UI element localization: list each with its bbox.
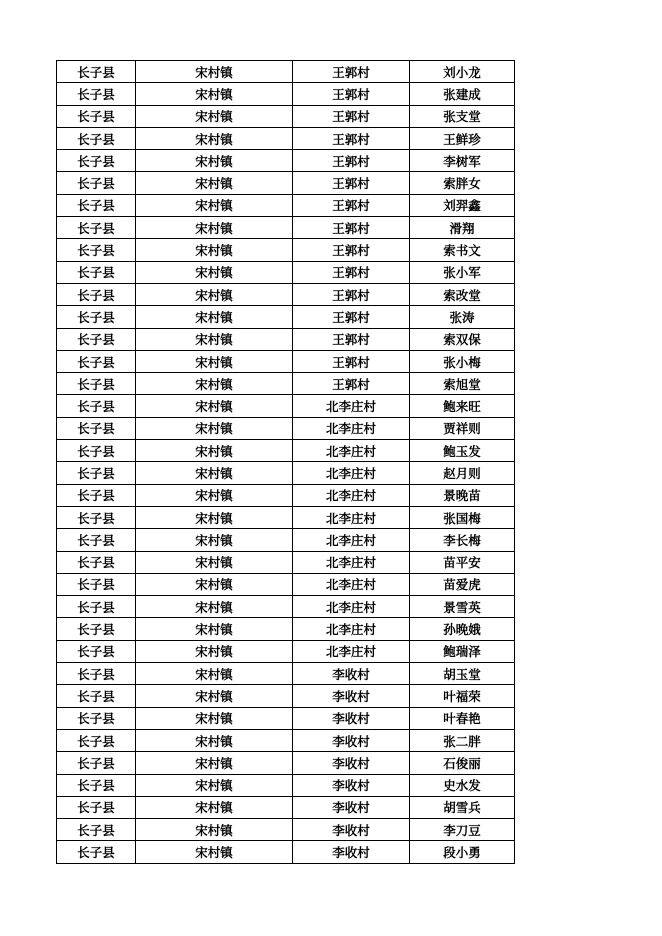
table-row — [57, 841, 515, 863]
table-row — [57, 685, 515, 707]
table-row — [57, 395, 515, 417]
county-cell: 长子县 — [57, 618, 136, 640]
town-cell: 宋村镇 — [136, 417, 293, 439]
village-cell: 李收村 — [293, 663, 410, 685]
county-cell: 长子县 — [57, 462, 136, 484]
table-row — [57, 261, 515, 283]
village-cell: 王郭村 — [293, 283, 410, 305]
county-cell: 长子县 — [57, 306, 136, 328]
village-cell: 北李庄村 — [293, 573, 410, 595]
table-row — [57, 417, 515, 439]
person-name-cell: 叶春艳 — [410, 707, 515, 729]
village-cell: 北李庄村 — [293, 484, 410, 506]
village-cell: 北李庄村 — [293, 417, 410, 439]
table-row — [57, 373, 515, 395]
county-cell: 长子县 — [57, 796, 136, 818]
village-cell: 王郭村 — [293, 239, 410, 261]
town-cell: 宋村镇 — [136, 194, 293, 216]
county-cell: 长子县 — [57, 194, 136, 216]
county-cell: 长子县 — [57, 819, 136, 841]
village-cell: 王郭村 — [293, 127, 410, 149]
table-row — [57, 596, 515, 618]
person-name-cell: 叶福荣 — [410, 685, 515, 707]
table-row — [57, 663, 515, 685]
county-cell: 长子县 — [57, 529, 136, 551]
town-cell: 宋村镇 — [136, 819, 293, 841]
town-cell: 宋村镇 — [136, 663, 293, 685]
county-cell: 长子县 — [57, 239, 136, 261]
village-cell: 李收村 — [293, 685, 410, 707]
person-name-cell: 李长梅 — [410, 529, 515, 551]
town-cell: 宋村镇 — [136, 685, 293, 707]
town-cell: 宋村镇 — [136, 484, 293, 506]
county-cell: 长子县 — [57, 752, 136, 774]
table-row — [57, 529, 515, 551]
person-name-cell: 刘羿鑫 — [410, 194, 515, 216]
table-row — [57, 239, 515, 261]
county-cell: 长子县 — [57, 484, 136, 506]
person-name-cell: 索书文 — [410, 239, 515, 261]
town-cell: 宋村镇 — [136, 774, 293, 796]
table-row — [57, 729, 515, 751]
county-cell: 长子县 — [57, 506, 136, 528]
county-cell: 长子县 — [57, 150, 136, 172]
village-cell: 王郭村 — [293, 217, 410, 239]
village-cell: 王郭村 — [293, 194, 410, 216]
table-row — [57, 640, 515, 662]
village-cell: 李收村 — [293, 752, 410, 774]
town-cell: 宋村镇 — [136, 551, 293, 573]
county-cell: 长子县 — [57, 685, 136, 707]
village-cell: 李收村 — [293, 841, 410, 863]
table-row — [57, 172, 515, 194]
town-cell: 宋村镇 — [136, 618, 293, 640]
person-name-cell: 胡雪兵 — [410, 796, 515, 818]
person-name-cell: 史水发 — [410, 774, 515, 796]
table-row — [57, 462, 515, 484]
village-cell: 王郭村 — [293, 61, 410, 83]
person-name-cell: 索旭堂 — [410, 373, 515, 395]
village-cell: 王郭村 — [293, 83, 410, 105]
county-cell: 长子县 — [57, 127, 136, 149]
county-cell: 长子县 — [57, 217, 136, 239]
table-row — [57, 774, 515, 796]
person-name-cell: 石俊丽 — [410, 752, 515, 774]
town-cell: 宋村镇 — [136, 172, 293, 194]
table-row — [57, 83, 515, 105]
table-row — [57, 484, 515, 506]
village-cell: 北李庄村 — [293, 440, 410, 462]
village-cell: 王郭村 — [293, 150, 410, 172]
person-name-cell: 胡玉堂 — [410, 663, 515, 685]
village-cell: 王郭村 — [293, 328, 410, 350]
person-name-cell: 索双保 — [410, 328, 515, 350]
table-row — [57, 573, 515, 595]
table-row — [57, 217, 515, 239]
person-name-cell: 景雪英 — [410, 596, 515, 618]
village-cell: 王郭村 — [293, 306, 410, 328]
county-cell: 长子县 — [57, 395, 136, 417]
county-cell: 长子县 — [57, 707, 136, 729]
town-cell: 宋村镇 — [136, 841, 293, 863]
county-cell: 长子县 — [57, 61, 136, 83]
town-cell: 宋村镇 — [136, 729, 293, 751]
person-name-cell: 张小梅 — [410, 350, 515, 372]
town-cell: 宋村镇 — [136, 217, 293, 239]
town-cell: 宋村镇 — [136, 283, 293, 305]
county-cell: 长子县 — [57, 417, 136, 439]
town-cell: 宋村镇 — [136, 306, 293, 328]
county-cell: 长子县 — [57, 596, 136, 618]
county-cell: 长子县 — [57, 841, 136, 863]
village-cell: 北李庄村 — [293, 529, 410, 551]
person-name-cell: 索改堂 — [410, 283, 515, 305]
person-name-cell: 张涛 — [410, 306, 515, 328]
village-cell: 李收村 — [293, 729, 410, 751]
person-name-cell: 鲍瑞泽 — [410, 640, 515, 662]
town-cell: 宋村镇 — [136, 707, 293, 729]
village-cell: 王郭村 — [293, 172, 410, 194]
town-cell: 宋村镇 — [136, 105, 293, 127]
village-cell: 北李庄村 — [293, 551, 410, 573]
table-row — [57, 796, 515, 818]
person-name-cell: 王鲜珍 — [410, 127, 515, 149]
table-row — [57, 150, 515, 172]
table-row — [57, 440, 515, 462]
town-cell: 宋村镇 — [136, 61, 293, 83]
table-row — [57, 618, 515, 640]
town-cell: 宋村镇 — [136, 596, 293, 618]
village-cell: 北李庄村 — [293, 506, 410, 528]
town-cell: 宋村镇 — [136, 395, 293, 417]
table-row — [57, 350, 515, 372]
table-row — [57, 105, 515, 127]
county-cell: 长子县 — [57, 440, 136, 462]
table-row — [57, 707, 515, 729]
town-cell: 宋村镇 — [136, 328, 293, 350]
town-cell: 宋村镇 — [136, 462, 293, 484]
town-cell: 宋村镇 — [136, 83, 293, 105]
village-cell: 李收村 — [293, 774, 410, 796]
village-cell: 李收村 — [293, 796, 410, 818]
village-cell: 北李庄村 — [293, 640, 410, 662]
town-cell: 宋村镇 — [136, 573, 293, 595]
town-cell: 宋村镇 — [136, 261, 293, 283]
person-name-cell: 张国梅 — [410, 506, 515, 528]
person-name-cell: 李刀豆 — [410, 819, 515, 841]
town-cell: 宋村镇 — [136, 127, 293, 149]
person-name-cell: 刘小龙 — [410, 61, 515, 83]
person-name-cell: 鲍玉发 — [410, 440, 515, 462]
table-row — [57, 283, 515, 305]
town-cell: 宋村镇 — [136, 506, 293, 528]
county-cell: 长子县 — [57, 640, 136, 662]
person-name-cell: 李树军 — [410, 150, 515, 172]
village-cell: 北李庄村 — [293, 618, 410, 640]
town-cell: 宋村镇 — [136, 373, 293, 395]
village-cell: 李收村 — [293, 707, 410, 729]
person-name-cell: 张小军 — [410, 261, 515, 283]
town-cell: 宋村镇 — [136, 440, 293, 462]
person-name-cell: 张建成 — [410, 83, 515, 105]
village-cell: 北李庄村 — [293, 596, 410, 618]
table-body — [57, 61, 515, 864]
county-cell: 长子县 — [57, 350, 136, 372]
town-cell: 宋村镇 — [136, 239, 293, 261]
table-row — [57, 819, 515, 841]
person-name-cell: 赵月则 — [410, 462, 515, 484]
village-cell: 北李庄村 — [293, 462, 410, 484]
table-row — [57, 61, 515, 83]
person-name-cell: 段小勇 — [410, 841, 515, 863]
table-row — [57, 306, 515, 328]
person-name-cell: 索胖女 — [410, 172, 515, 194]
person-name-cell: 鲍来旺 — [410, 395, 515, 417]
table-row — [57, 328, 515, 350]
county-cell: 长子县 — [57, 373, 136, 395]
county-cell: 长子县 — [57, 283, 136, 305]
person-name-cell: 孙晚娥 — [410, 618, 515, 640]
county-cell: 长子县 — [57, 261, 136, 283]
county-cell: 长子县 — [57, 551, 136, 573]
person-name-cell: 张二胖 — [410, 729, 515, 751]
county-cell: 长子县 — [57, 328, 136, 350]
town-cell: 宋村镇 — [136, 752, 293, 774]
table-row — [57, 127, 515, 149]
person-name-cell: 张支堂 — [410, 105, 515, 127]
data-table — [56, 60, 515, 864]
village-cell: 王郭村 — [293, 350, 410, 372]
person-name-cell: 苗平安 — [410, 551, 515, 573]
county-cell: 长子县 — [57, 105, 136, 127]
county-cell: 长子县 — [57, 774, 136, 796]
county-cell: 长子县 — [57, 729, 136, 751]
table-row — [57, 506, 515, 528]
table-row — [57, 194, 515, 216]
village-cell: 李收村 — [293, 819, 410, 841]
town-cell: 宋村镇 — [136, 350, 293, 372]
person-name-cell: 滑翔 — [410, 217, 515, 239]
county-cell: 长子县 — [57, 172, 136, 194]
county-cell: 长子县 — [57, 83, 136, 105]
village-cell: 王郭村 — [293, 261, 410, 283]
person-name-cell: 景晚苗 — [410, 484, 515, 506]
county-cell: 长子县 — [57, 573, 136, 595]
person-name-cell: 苗爱虎 — [410, 573, 515, 595]
village-cell: 北李庄村 — [293, 395, 410, 417]
table-row — [57, 551, 515, 573]
village-cell: 王郭村 — [293, 373, 410, 395]
table-row — [57, 752, 515, 774]
person-name-cell: 贾祥则 — [410, 417, 515, 439]
town-cell: 宋村镇 — [136, 796, 293, 818]
town-cell: 宋村镇 — [136, 640, 293, 662]
town-cell: 宋村镇 — [136, 529, 293, 551]
town-cell: 宋村镇 — [136, 150, 293, 172]
county-cell: 长子县 — [57, 663, 136, 685]
village-cell: 王郭村 — [293, 105, 410, 127]
